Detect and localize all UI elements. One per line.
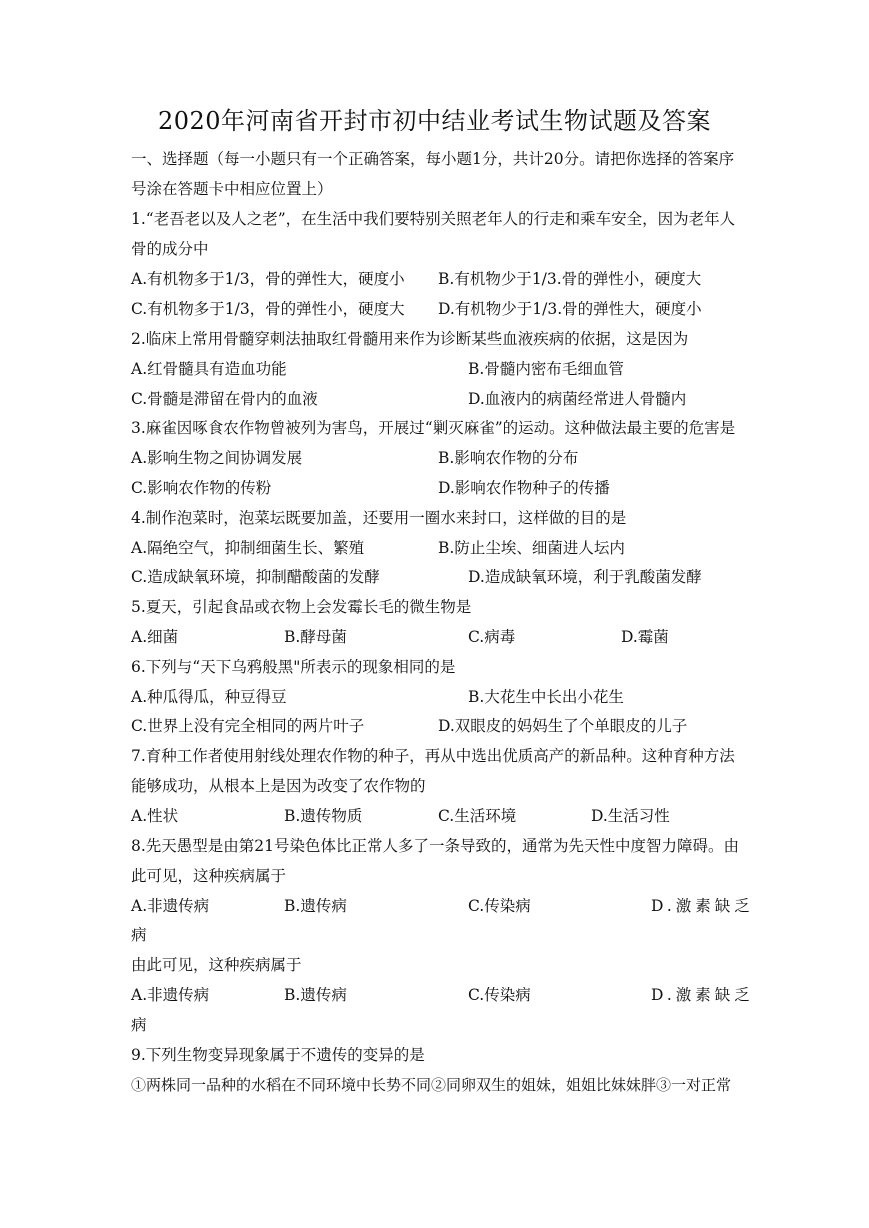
- question-5-option-b: B.酵母菌: [284, 628, 347, 646]
- question-8-stem-line-1: 8.先天愚型是由第21号染色体比正常人多了一条导致的，通常为先天性中度智力障碍。由: [131, 837, 740, 855]
- question-8-option-b: B.遗传病: [284, 897, 347, 915]
- question-8-repeat-option-d: D.激素缺乏: [651, 986, 754, 1004]
- question-1-stem-line-2: 骨的成分中: [131, 240, 209, 258]
- section-intro-line-1: 一、选择题（每一小题只有一个正确答案，每小题1分，共计20分。请把你选择的答案序: [131, 150, 735, 168]
- question-5-stem: 5.夏天，引起食品或衣物上会发霉长毛的微生物是: [131, 598, 472, 616]
- question-2-option-c: C.骨髓是滞留在骨内的血液: [131, 390, 318, 408]
- question-8-option-c: C.传染病: [468, 897, 531, 915]
- question-8-option-d-wrap: 病: [131, 926, 147, 944]
- question-1-option-b: B.有机物少于1/3.骨的弹性小，硬度大: [438, 270, 702, 288]
- question-7-option-c: C.生活环境: [438, 807, 517, 825]
- question-8-repeat-option-c: C.传染病: [468, 986, 531, 1004]
- question-3-option-a: A.影响生物之间协调发展: [131, 449, 303, 467]
- question-2-option-a: A.红骨髓具有造血功能: [131, 360, 287, 378]
- question-3-option-d: D.影响农作物种子的传播: [438, 479, 610, 497]
- question-5-option-c: C.病毒: [468, 628, 516, 646]
- question-3-option-b: B.影响农作物的分布: [438, 449, 579, 467]
- question-8-option-a: A.非遗传病: [131, 897, 210, 915]
- question-1-option-a: A.有机物多于1/3，骨的弹性大，硬度小: [131, 270, 405, 288]
- question-9-stem: 9.下列生物变异现象属于不遗传的变异的是: [131, 1046, 425, 1064]
- question-2-option-b: B.骨髓内密布毛细血管: [468, 360, 624, 378]
- question-9-statements: ①两株同一品种的水稻在不同环境中长势不同②同卵双生的姐妹，姐姐比妹妹胖③一对正常: [131, 1076, 732, 1094]
- question-8-stem-repeat: 由此可见，这种疾病属于: [131, 956, 302, 974]
- question-6-option-a: A.种瓜得瓜，种豆得豆: [131, 688, 287, 706]
- question-2-option-d: D.血液内的病菌经常进人骨髓内: [468, 390, 687, 408]
- question-5-option-a: A.细菌: [131, 628, 179, 646]
- question-4-stem: 4.制作泡菜时，泡菜坛既要加盖，还要用一圈水来封口，这样做的目的是: [131, 509, 627, 527]
- question-4-option-a: A.隔绝空气，抑制细菌生长、繁殖: [131, 539, 365, 557]
- question-3-option-c: C.影响农作物的传粉: [131, 479, 272, 497]
- question-6-option-b: B.大花生中长出小花生: [468, 688, 624, 706]
- question-4-option-c: C.造成缺氧环境，抑制醋酸菌的发酵: [131, 568, 380, 586]
- question-7-option-a: A.性状: [131, 807, 179, 825]
- question-7-stem-line-1: 7.育种工作者使用射线处理农作物的种子，再从中选出优质高产的新品种。这种育种方法: [131, 747, 735, 765]
- question-8-option-d: D.激素缺乏: [651, 897, 754, 915]
- question-8-repeat-option-a: A.非遗传病: [131, 986, 210, 1004]
- question-7-option-d: D.生活习性: [591, 807, 670, 825]
- question-7-stem-line-2: 能够成功，从根本上是因为改变了农作物的: [131, 777, 426, 795]
- question-1-stem-line-1: 1.“老吾老以及人之老”，在生活中我们要特别关照老年人的行走和乘车安全，因为老年人: [131, 210, 736, 228]
- question-8-stem-line-2: 此可见，这种疾病属于: [131, 867, 287, 885]
- page-title: 2020年河南省开封市初中结业考试生物试题及答案: [157, 107, 712, 135]
- question-6-option-c: C.世界上没有完全相同的两片叶子: [131, 717, 365, 735]
- question-1-option-c: C.有机物多于1/3，骨的弹性小，硬度大: [131, 300, 405, 318]
- question-8-repeat-option-d-wrap: 病: [131, 1016, 147, 1034]
- question-4-option-d: D.造成缺氧环境，利于乳酸菌发酵: [468, 568, 702, 586]
- question-1-option-d: D.有机物少于1/3.骨的弹性大，硬度小: [438, 300, 702, 318]
- question-6-option-d: D.双眼皮的妈妈生了个单眼皮的儿子: [438, 717, 688, 735]
- question-5-option-d: D.霉菌: [621, 628, 669, 646]
- question-6-stem: 6.下列与“天下乌鸦般黑"所表示的现象相同的是: [131, 658, 456, 676]
- question-2-stem: 2.临床上常用骨髓穿刺法抽取红骨髓用来作为诊断某些血液疾病的依据，这是因为: [131, 330, 689, 348]
- question-8-repeat-option-b: B.遗传病: [284, 986, 347, 1004]
- question-7-option-b: B.遗传物质: [284, 807, 363, 825]
- section-intro-line-2: 号涂在答题卡中相应位置上）: [131, 180, 333, 198]
- question-3-stem: 3.麻雀因啄食农作物曾被列为害鸟，开展过“剿灭麻雀”的运动。这种做法最主要的危害是: [131, 419, 736, 437]
- question-4-option-b: B.防止尘埃、细菌进人坛内: [438, 539, 625, 557]
